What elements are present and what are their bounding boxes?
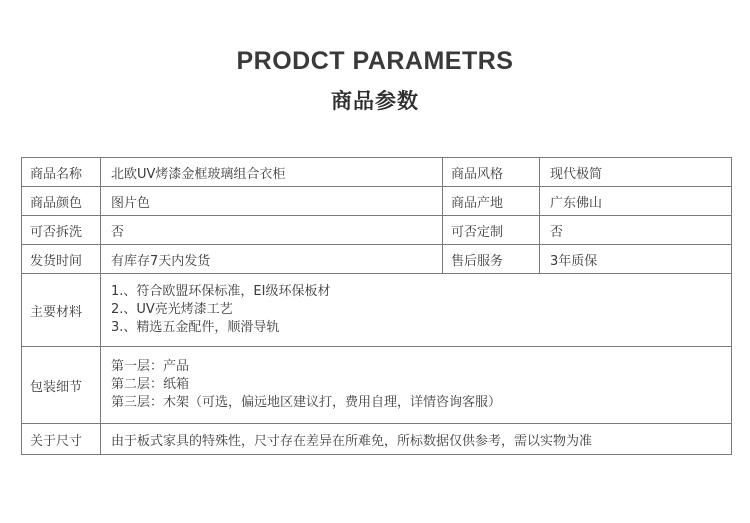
packaging-line: 第二层：纸箱: [111, 377, 190, 392]
packaging-line: 第一层：产品: [111, 359, 190, 374]
materials-line: 1.、符合欧盟环保标准，EI级环保板材: [111, 284, 331, 299]
after-sales-value: 3年质保: [540, 245, 732, 274]
packaging-line: 第三层：木架（可选，偏远地区建议打，费用自理，详情咨询客服）: [111, 395, 502, 410]
removable-label: 可否拆洗: [22, 216, 101, 245]
product-color-label: 商品颜色: [22, 187, 101, 216]
customizable-label: 可否定制: [443, 216, 540, 245]
materials-line: 3.、精选五金配件，顺滑导轨: [111, 320, 280, 335]
customizable-value: 否: [540, 216, 732, 245]
title-chinese: 商品参数: [331, 89, 419, 113]
table-row: [22, 347, 732, 424]
table-row: [22, 216, 732, 245]
product-name-label: 商品名称: [22, 158, 101, 187]
product-origin-label: 商品产地: [443, 187, 540, 216]
table-row: [22, 158, 732, 187]
packaging-value: [101, 347, 732, 424]
shipping-time-value: 有库存7天内发货: [101, 245, 443, 274]
title-english: PRODCT PARAMETRS: [236, 47, 514, 75]
removable-value: 否: [101, 216, 443, 245]
size-note-label: 关于尺寸: [22, 424, 101, 455]
product-name-value: 北欧UV烤漆金框玻璃组合衣柜: [101, 158, 443, 187]
product-style-label: 商品风格: [443, 158, 540, 187]
table-row: [22, 424, 732, 455]
materials-value: [101, 274, 732, 347]
materials-line: 2.、UV亮光烤漆工艺: [111, 302, 233, 317]
product-style-value: 现代极简: [540, 158, 732, 187]
shipping-time-label: 发货时间: [22, 245, 101, 274]
materials-label: 主要材料: [22, 274, 101, 347]
product-color-value: 图片色: [101, 187, 443, 216]
packaging-label: 包装细节: [22, 347, 101, 424]
size-note-value: 由于板式家具的特殊性，尺寸存在差异在所难免，所标数据仅供参考，需以实物为准: [101, 424, 732, 455]
after-sales-label: 售后服务: [443, 245, 540, 274]
table-row: [22, 187, 732, 216]
product-origin-value: 广东佛山: [540, 187, 732, 216]
table-row: [22, 274, 732, 347]
product-parameters-table: [21, 157, 732, 455]
table-row: [22, 245, 732, 274]
